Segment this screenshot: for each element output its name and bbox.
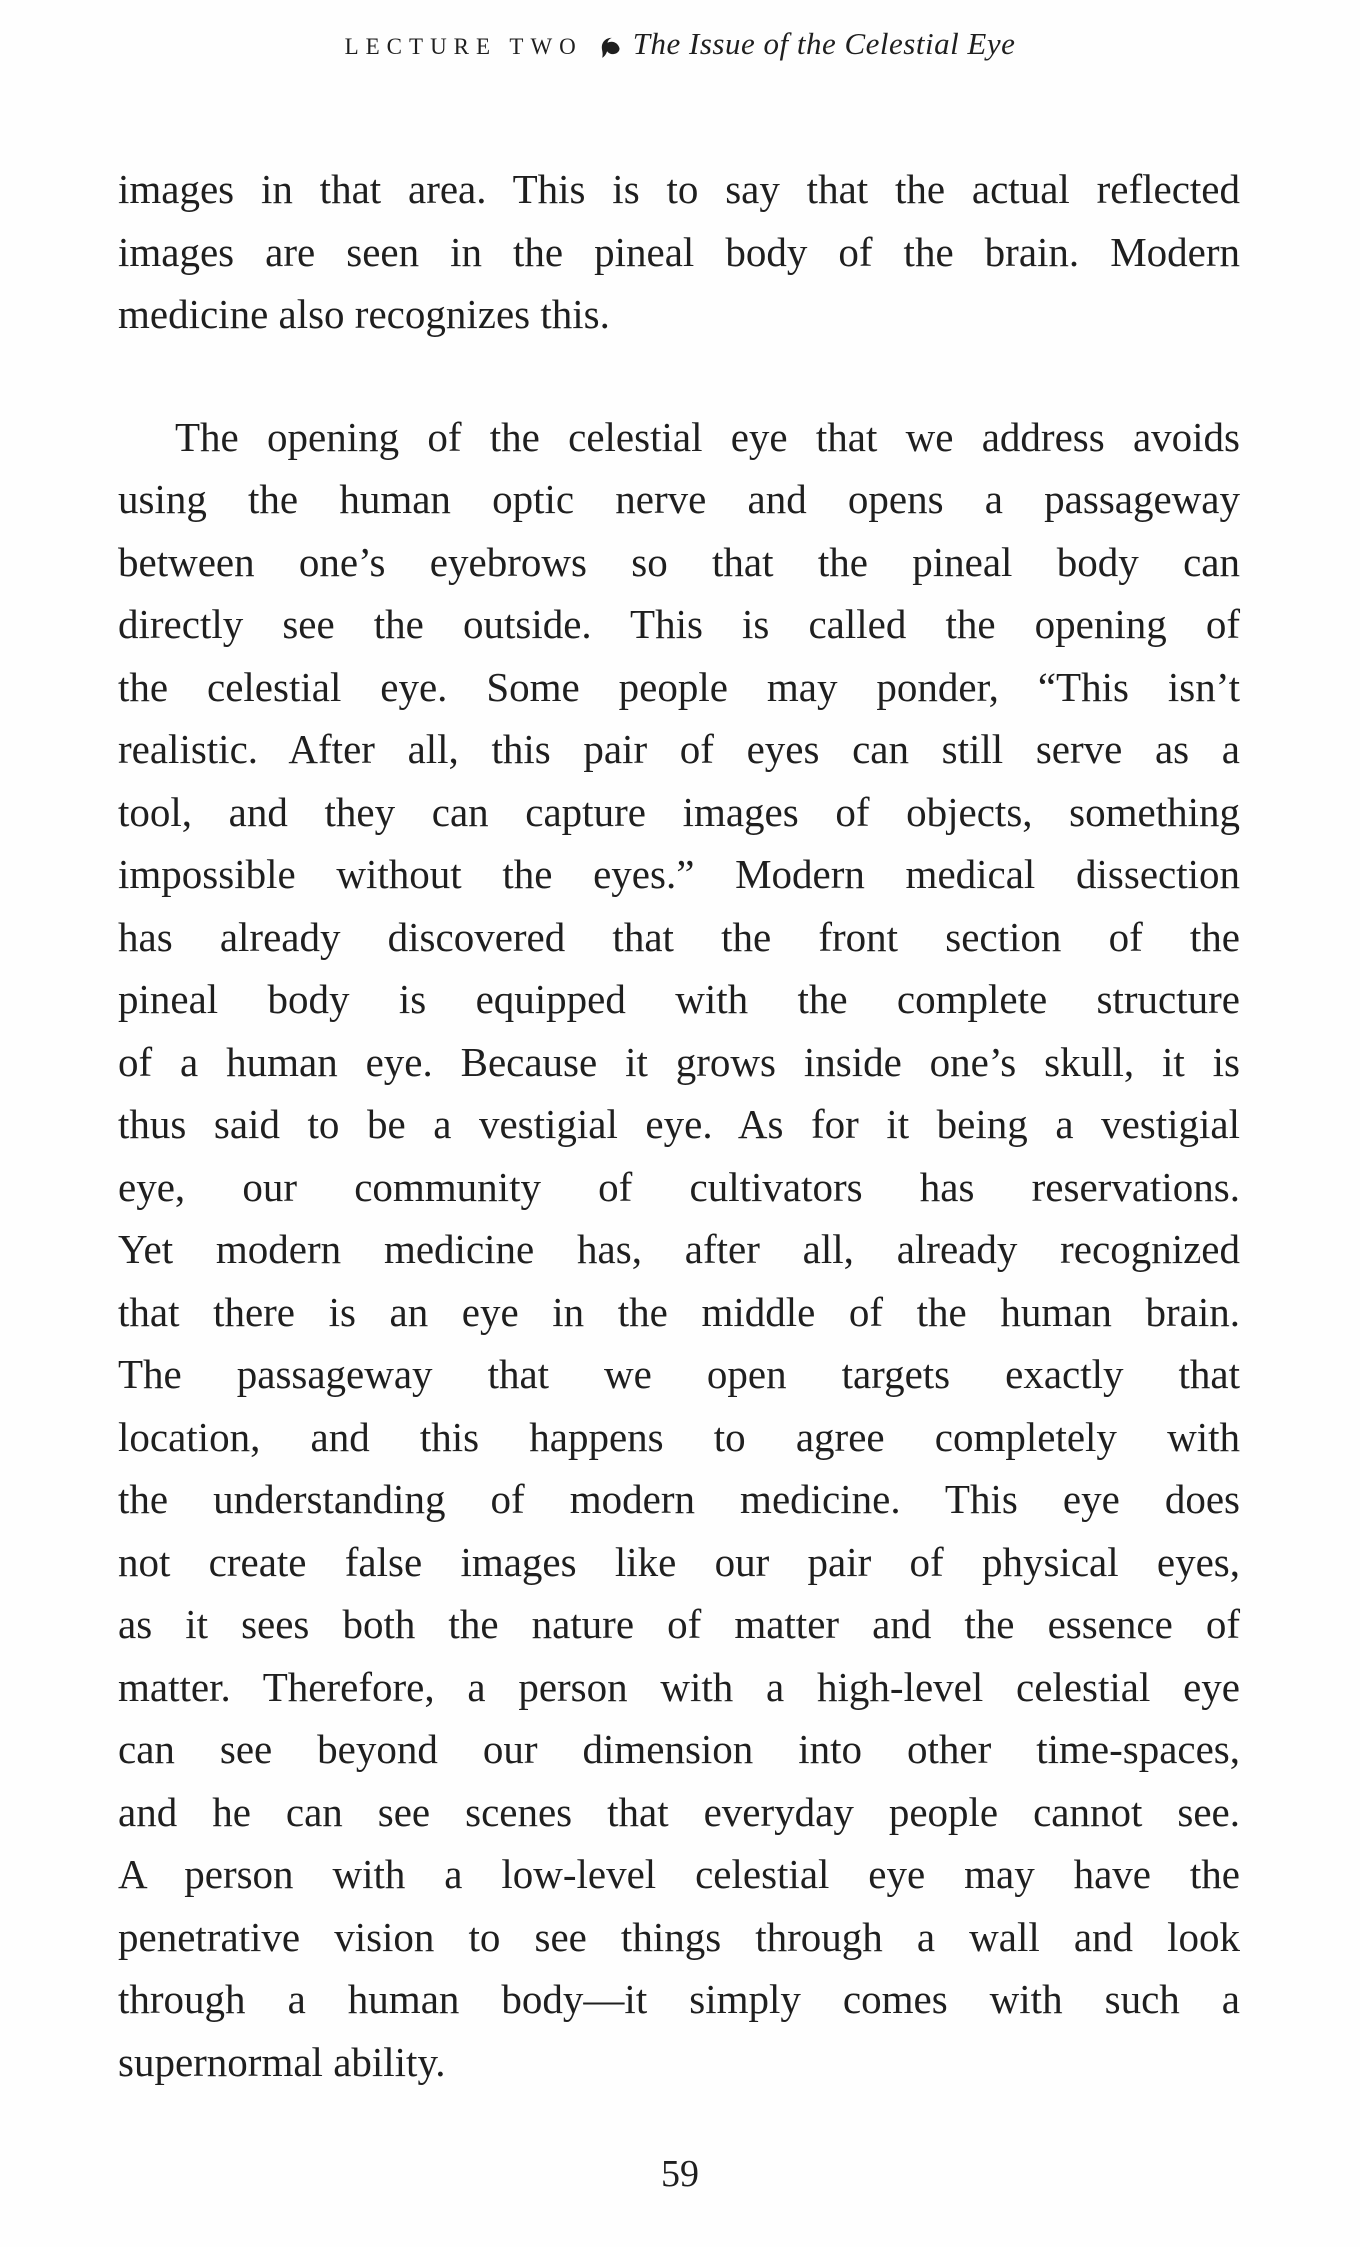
text-line: of a human eye. Because it grows inside one’s skull, it is (118, 1038, 1240, 1085)
text-line: not create false images like our pair of physical eyes, (118, 1538, 1240, 1585)
text-line: impossible without the eyes.” Modern medical dissection (118, 851, 1240, 897)
text-line: Yet modern medicine has, after all, already recognized (118, 1226, 1240, 1272)
text-line: pineal body is equipped with the complete structure (118, 976, 1240, 1022)
text-line: and he can see scenes that everyday people cannot see. (118, 1788, 1240, 1835)
body-text (118, 158, 1240, 2093)
text-line: supernormal ability. (118, 2038, 446, 2085)
text-line: matter. Therefore, a person with a high-level celestial eye (118, 1663, 1240, 1710)
lecture-section-label: LECTURE TWO (344, 34, 583, 59)
paragraph (118, 406, 1240, 2094)
text-line: thus said to be a vestigial eye. As for it being a vestigial (118, 1101, 1240, 1147)
text-line: through a human body—it simply comes with such a (118, 1976, 1240, 2022)
text-line: directly see the outside. This is called the opening of (118, 601, 1240, 647)
text-line: using the human optic nerve and opens a passageway (118, 476, 1240, 522)
text-line: images in that area. This is to say that the actual reflected (118, 166, 1240, 212)
text-line: can see beyond our dimension into other time-spaces, (118, 1726, 1240, 1772)
text-line: A person with a low-level celestial eye may have the (118, 1851, 1240, 1897)
text-line: that there is an eye in the middle of the human brain. (118, 1288, 1240, 1335)
text-line: eye, our community of cultivators has reservations. (118, 1163, 1240, 1210)
text-line: The passageway that we open targets exactly that (118, 1351, 1240, 1397)
text-line: the understanding of modern medicine. This eye does (118, 1476, 1240, 1522)
page-number: 59 (661, 2153, 699, 2195)
chapter-title: The Issue of the Celestial Eye (632, 26, 1016, 61)
text-line: as it sees both the nature of matter and the essence of (118, 1601, 1240, 1647)
fleuron-icon (597, 35, 623, 61)
paragraph (118, 158, 1240, 346)
text-line: realistic. After all, this pair of eyes can still serve as a (118, 726, 1240, 772)
text-line: The opening of the celestial eye that we address avoids (175, 413, 1240, 460)
text-line: medicine also recognizes this. (118, 291, 610, 337)
text-line: penetrative vision to see things through a wall and look (118, 1913, 1240, 1960)
running-head (0, 26, 1360, 62)
text-line: has already discovered that the front section of the (118, 913, 1240, 960)
text-line: the celestial eye. Some people may ponder, “This isn’t (118, 663, 1240, 710)
text-line: location, and this happens to agree completely with (118, 1413, 1240, 1460)
text-line: tool, and they can capture images of objects, something (118, 788, 1240, 835)
text-line: images are seen in the pineal body of the brain. Modern (118, 228, 1240, 275)
text-line: between one’s eyebrows so that the pineal body can (118, 538, 1240, 585)
